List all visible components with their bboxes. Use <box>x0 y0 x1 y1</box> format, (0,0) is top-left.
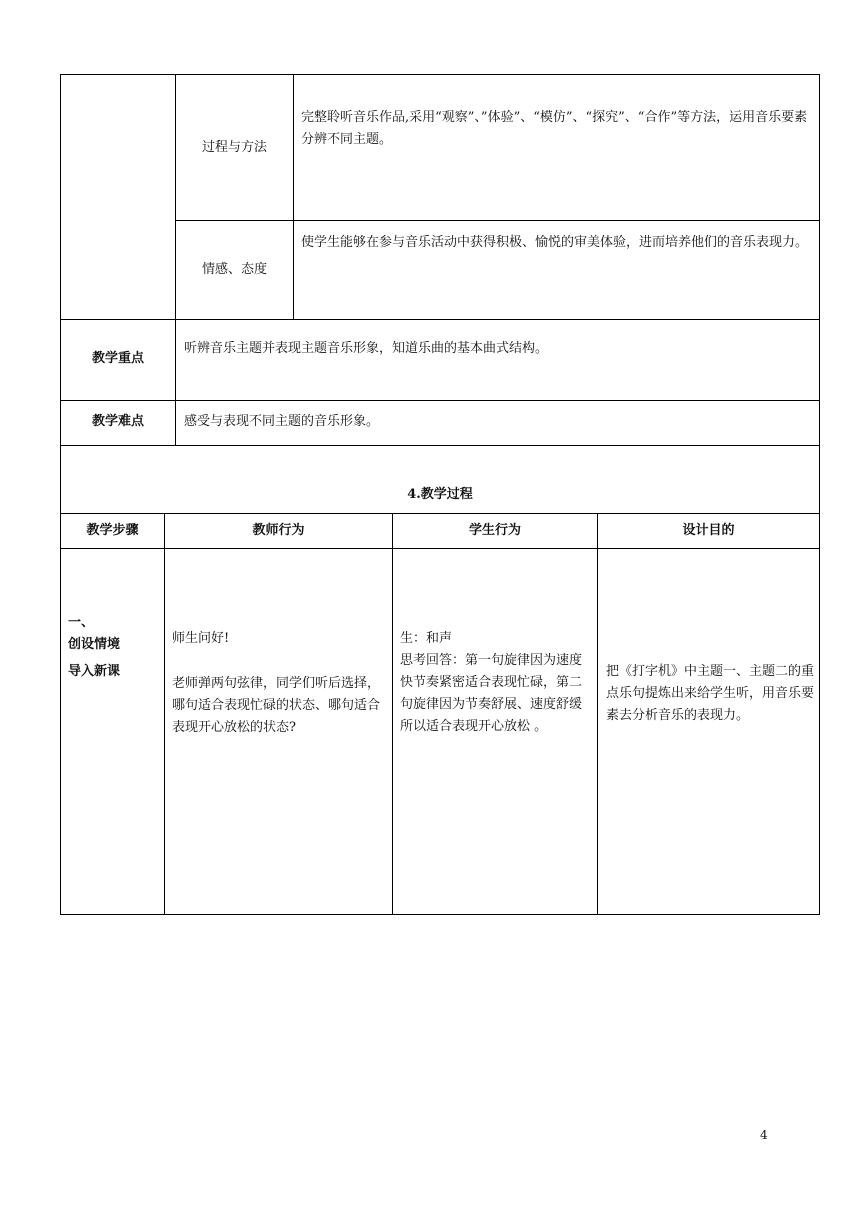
header-teaching-step: 教学步骤 <box>86 523 139 538</box>
objectives-col-divider-1 <box>175 74 176 320</box>
page-number: 4 <box>760 1128 768 1142</box>
step1-title-line1: 创设情境 <box>68 637 121 652</box>
objectives-row-divider <box>175 220 820 221</box>
objectives-col-divider-2 <box>293 74 294 320</box>
table-border-bottom <box>60 914 820 915</box>
teacher-action-text: 老师弹两句弦律，同学们听后选择，哪句适合表现忙碌的状态、哪句适合表现开心放松的状态? <box>172 676 381 735</box>
key-point-text: 听辨音乐主题并表现主题音乐形象，知道乐曲的基本曲式结构。 <box>184 341 549 356</box>
process-col-divider-2 <box>392 513 393 915</box>
step1-title-line2: 导入新课 <box>68 664 121 679</box>
keypoint-bottom-line <box>60 400 820 401</box>
objectives-bottom-line <box>60 319 820 320</box>
section-title: 4.教学过程 <box>407 487 473 502</box>
section-title-bottom-line <box>60 513 820 514</box>
step1-number: 一、 <box>68 615 95 630</box>
process-col-divider-1 <box>164 513 165 915</box>
difficulty-label: 教学难点 <box>91 414 144 429</box>
difficulty-text: 感受与表现不同主题的音乐形象。 <box>184 414 380 429</box>
teacher-greeting: 师生问好! <box>172 631 230 646</box>
header-student-action: 学生行为 <box>468 523 521 538</box>
emotion-attitude-text: 使学生能够在参与音乐活动中获得积极、愉悦的审美体验，进而培养他们的音乐表现力。 <box>301 235 809 250</box>
student-response-line1: 生：和声 <box>400 631 453 646</box>
table-border-top <box>60 74 820 75</box>
process-method-text: 完整聆听音乐作品,采用“观察”、”体验”、“模仿”、“探究”、“合作”等方法，运用音乐要素分辨不同主题。 <box>301 110 808 147</box>
key-point-label: 教学重点 <box>91 351 144 366</box>
header-teacher-action: 教师行为 <box>252 523 305 538</box>
process-col-divider-3 <box>597 513 598 915</box>
header-design-purpose: 设计目的 <box>682 523 735 538</box>
student-response-line2: 思考回答：第一句旋律因为速度快节奏紧密适合表现忙碌，第二句旋律因为节奏舒展、速度舒缓所以适合表现开心放松 。 <box>400 653 583 734</box>
table-border-right <box>819 74 820 915</box>
keypoint-col-divider <box>175 319 176 445</box>
design-purpose-text: 把《打字机》中主题一、主题二的重点乐句提炼出来给学生听，用音乐要素去分析音乐的表现力。 <box>606 664 815 723</box>
emotion-attitude-label: 情感、态度 <box>201 262 267 277</box>
process-header-bottom-line <box>60 548 820 549</box>
process-method-label: 过程与方法 <box>201 140 267 155</box>
difficulty-bottom-line <box>60 445 820 446</box>
